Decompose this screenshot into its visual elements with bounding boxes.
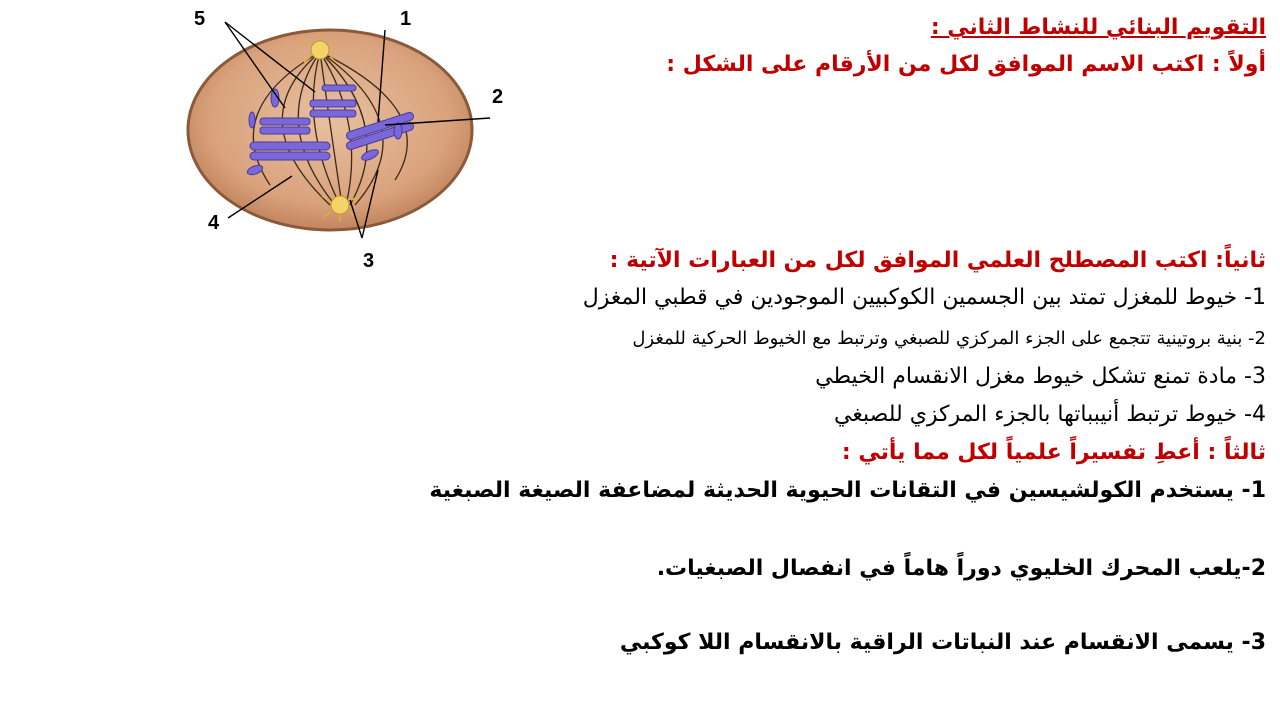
- section2-title: ثانياً: اكتب المصطلح العلمي الموافق لكل من العبارات الآتية :: [609, 248, 1266, 273]
- label-1: 1: [400, 8, 412, 30]
- label-5: 5: [194, 8, 206, 30]
- label-4: 4: [208, 212, 220, 234]
- section3-title: ثالثاً : أعطِ تفسيراً علمياً لكل مما يأتي :: [841, 440, 1266, 465]
- section1-title: التقويم البنائي للنشاط الثاني :: [930, 15, 1266, 40]
- section2-item-4: 4- خيوط ترتبط أنيبباتها بالجزء المركزي للصبغي: [834, 402, 1266, 427]
- section3-item-2: 2-يلعب المحرك الخليوي دوراً هاماً في انفصال الصبغيات.: [656, 556, 1266, 581]
- cell-drawing: [180, 0, 520, 280]
- section1-question: أولاً : اكتب الاسم الموافق لكل من الأرقام على الشكل :: [666, 52, 1266, 77]
- section2-item-3: 3- مادة تمنع تشكل خيوط مغزل الانقسام الخيطي: [815, 364, 1266, 389]
- section3-item-1: 1- يستخدم الكولشيسين في التقانات الحيوية الحديثة لمضاعفة الصيغة الصبغية: [429, 478, 1266, 503]
- label-2: 2: [492, 86, 504, 108]
- mitosis-cell-diagram: [180, 0, 520, 280]
- section2-item-1: 1- خيوط للمغزل تمتد بين الجسمين الكوكبيين الموجودين في قطبي المغزل: [582, 285, 1266, 310]
- label-3: 3: [363, 250, 375, 272]
- section2-item-2: 2- بنية بروتينية تتجمع على الجزء المركزي للصبغي وترتبط مع الخيوط الحركية للمغزل: [632, 328, 1266, 349]
- section3-item-3: 3- يسمى الانقسام عند النباتات الراقية بالانقسام اللا كوكبي: [619, 630, 1266, 655]
